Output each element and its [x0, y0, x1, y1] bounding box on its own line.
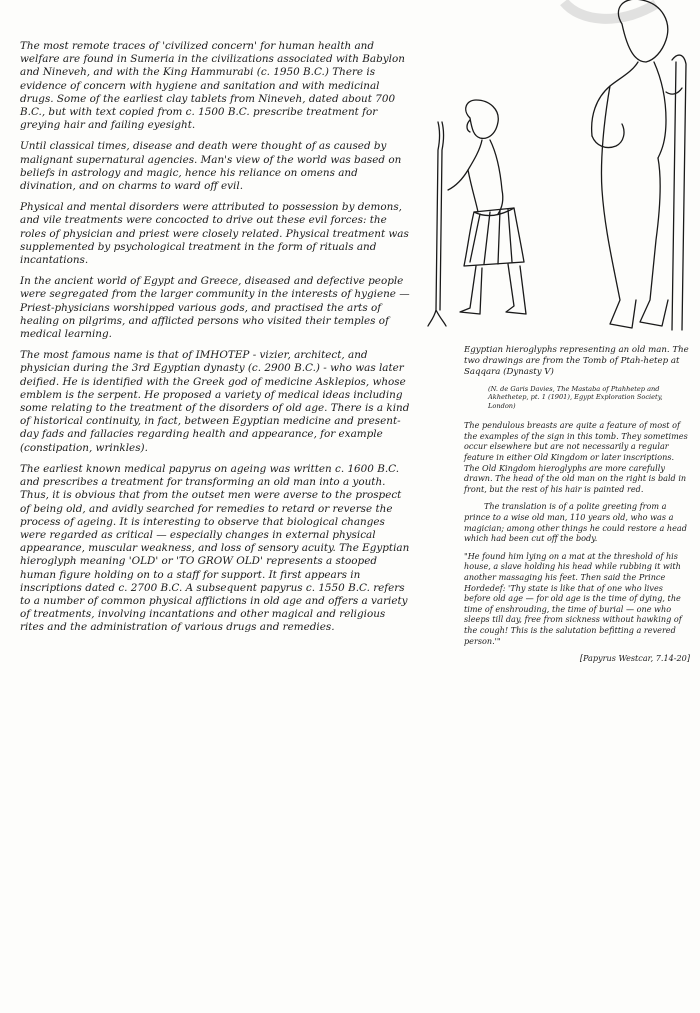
paragraph-sumeria: The most remote traces of 'civilized concern' for human health and welfare are found in Sumeria in the civilizations associated with Babylon and Nineveh, and with the King Hammurabi (c. 1950 B.C.) There is evidence of concern with hygiene and sanitation and with medicinal drugs. Some of the earliest clay tablets from Nineveh, dated about 700 B.C., but with text copied from c. 1500 B.C. prescribe treatment for greying hair and failing eyesight.: [20, 40, 405, 132]
main-text-column: [20, 40, 410, 643]
paragraph-egypt-greece: In the ancient world of Egypt and Greece, diseased and defective people were segregated from the larger community in the interests of hygiene — Priest-physicians worshipped various gods, and practised the arts of healing on pilgrims, and afflicted persons who visited their temples of medical learning.: [20, 275, 410, 341]
illustration-caption: Egyptian hieroglyphs representing an old man. The two drawings are from the Tomb of Ptah-hetep at Saqqara (Dynasty V): [464, 345, 689, 377]
paragraph-classical-times: Until classical times, disease and death were thought of as caused by malignant supernatural agencies. Man's view of the world was based on beliefs in astrology and magic, hence his reliance on omens and divination, and on charms to ward off evil.: [20, 140, 402, 193]
hieroglyph-illustration: [410, 0, 700, 340]
side-notes-column: [464, 345, 690, 671]
quote-source: [Papyrus Westcar, 7.14-20]: [579, 653, 690, 664]
illustration-credit: (N. de Garis Davies, The Mastaba of Ptahhetep and Akhethetep, pt. 1 (1901), Egypt Exploration Society, London): [488, 385, 663, 410]
paragraph-medical-papyrus: The earliest known medical papyrus on ageing was written c. 1600 B.C. and prescribes a treatment for transforming an old man into a youth. Thus, it is obvious that from the outset men were averse to the prospect of being old, and avidly searched for remedies to retard or reverse the process of ageing. It is interesting to observe that biological changes were regarded as critical — especially changes in external physical appearance, muscular weakness, and loss of sensory acuity. The Egyptian hieroglyph meaning 'OLD' or 'TO GROW OLD' represents a stooped human figure holding on to a staff for support. It first appears in inscriptions dated c. 2700 B.C. A subsequent papyrus c. 1550 B.C. refers to a number of common physical afflictions in old age and offers a variety of treatments, involving incantations and other magical and religious rites and the administration of various drugs and remedies.: [20, 462, 410, 634]
papyrus-quote: "He found him lying on a mat at the threshold of his house, a slave holding his head while rubbing it with another massaging his feet. Then said the Prince Hordedef: 'Thy state is like that of one who lives before old age — for old age is the time of dying, the time of enshrouding, the time of burial — one who sleeps till day, free from sickness without hawking of the cough! This is the salutation befitting a revered person.'": [464, 550, 682, 646]
paragraph-physical-mental-disorders: Physical and mental disorders were attributed to possession by demons, and vile treatments were concocted to drive out these evil forces: the roles of physician and priest were closely related. Physical treatment was supplemented by psychological treatment in the form of rituals and incantations.: [20, 201, 409, 267]
note-pendulous-breasts: The pendulous breasts are quite a feature of most of the examples of the sign in this tomb. They sometimes occur elsewhere but are not necessarily a regular feature in either Old Kingdom or later inscriptions. The Old Kingdom hieroglyphs are more carefully drawn. The head of the old man on the right is bald in front, but the rest of his hair is painted red.: [464, 420, 688, 494]
paragraph-imhotep: The most famous name is that of IMHOTEP - vizier, architect, and physician during the 3rd Egyptian dynasty (c. 2900 B.C.) - who was later deified. He is identified with the Greek god of medicine Asklepios, whose emblem is the serpent. He proposed a variety of medical ideas including some relating to the treatment of the disorders of old age. There is a kind of historical continuity, in fact, between Egyptian medicine and present-day fads and fallacies regarding health and appearance, for example (constipation, wrinkles).: [20, 349, 410, 454]
note-translation: The translation is of a polite greeting from a prince to a wise old man, 110 years old, who was a magician; among other things he could restore a head which had been cut off the body.: [464, 501, 687, 544]
